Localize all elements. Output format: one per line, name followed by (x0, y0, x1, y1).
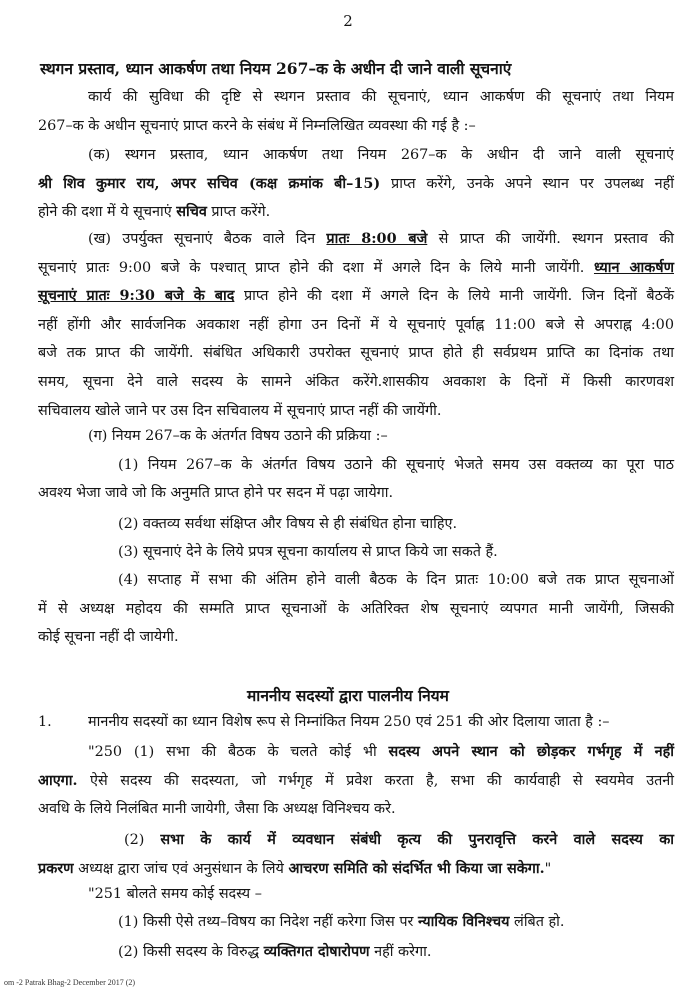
morning-time-8: प्रातः 8:00 बजे (326, 230, 428, 247)
clause-ga (38, 422, 674, 508)
clause-ka (38, 141, 674, 227)
rule-250-line: आएगा. ऐसे सदस्य की सदस्यता, जो गर्भगृह में प्रवेश करता है, सभा की कार्यवाही से स्वयमेव उतनी (38, 771, 674, 789)
procedure-point-4: (4) सप्ताह में सभा की अंतिम होने वाली बैठक के दिन प्रातः 10:00 बजे तक प्राप्त सूचनाओं (118, 572, 674, 588)
clause-kha-line: नहीं होंगी और सार्वजनिक अवकाश नहीं होगा उन दिनों में ये सूचनाएं पूर्वाह्न 11:00 बजे से अपराह्न 4:00 (38, 316, 674, 333)
clause-kha-line: बजे तक प्राप्त की जायेंगी. संबंधित अधिकारी उपरोक्त सूचनाएं प्राप्त होते ही सर्वप्रथम प्राप्ति का दिनांक तथा (38, 345, 674, 362)
clause-kha-line: सचिवालय खोले जाने पर उस दिन सचिवालय में सूचनाएं प्राप्त नहीं की जायेंगी. (38, 402, 442, 419)
rule-251-heading: "251 बोलते समय कोई सदस्य – (88, 886, 262, 902)
rules-intro (38, 708, 674, 737)
intro-line: कार्य की सुविधा की दृष्टि से स्थगन प्रस्ताव की सूचनाएं, ध्यान आकर्षण की सूचनाएं तथा नियम (88, 89, 674, 105)
rule-250-1 (38, 738, 674, 824)
clause-kha-line: (ख) उपर्युक्त सूचनाएं बैठक वाले दिन प्रातः 8:00 बजे से प्राप्त की जायेंगी. स्थगन प्रस्ताव की (88, 230, 675, 247)
well-of-house-warning: सदस्य अपने स्थान को छोड़कर गर्भगृह में नहीं (388, 743, 674, 760)
attention-time-930: सूचनाएं प्रातः 9:30 बजे के बाद (38, 287, 235, 305)
rule-251-point-1: (1) किसी ऐसे तथ्य–विषय का निदेश नहीं करेगा जिस पर न्यायिक विनिश्चय लंबित हो. (118, 913, 565, 930)
attention-label: ध्यान आकर्षण (593, 258, 675, 276)
intro-paragraph (38, 83, 674, 140)
clause-kha-line: समय, सूचना देने वाले सदस्य के सामने अंकित करेंगे.शासकीय अवकाश के दिनों में किसी कारणवश (38, 373, 674, 390)
procedure-point-2: (2) वक्तव्य सर्वथा संक्षिप्त और विषय से ही संबंधित होना चाहिए. (118, 516, 458, 532)
rule-251-point-2: (2) किसी सदस्य के विरुद्ध व्यक्तिगत दोषारोपण नहीं करेगा. (118, 943, 432, 960)
clause-ka-line: श्री शिव कुमार राय, अपर सचिव (कक्ष क्रमांक बी–15) प्राप्त करेंगे, उनके अपने स्थान पर उपलब्ध नहीं (38, 174, 674, 192)
clause-ka-line: होने की दशा में ये सूचनाएं सचिव प्राप्त करेंगे. (38, 203, 271, 221)
item-number: 1. (38, 714, 52, 730)
clause-kha (38, 225, 674, 425)
clause-ka-line: (क) स्थगन प्रस्ताव, ध्यान आकर्षण तथा नियम 267–क के अधीन दी जाने वाली सूचनाएं (88, 147, 674, 163)
rule-250-2-line: (2) सभा के कार्य में व्यवधान संबंधी कृत्य की पुनरावृत्ति करने वाले सदस्य का (124, 831, 674, 848)
clause-kha-line: सूचनाएं प्रातः 9:30 बजे के बाद प्राप्त होने की दशा में अगले दिन के लिये मानी जायेंगी. जिन दिनों बैठकें (38, 287, 675, 305)
page-footer: om -2 Patrak Bhag-2 December 2017 (2) (4, 978, 136, 987)
intro-line: 267–क के अधीन सूचनाएं प्राप्त करने के संबंध में निम्नलिखित व्यवस्था की गई है :– (38, 117, 476, 134)
rule-251-points (38, 908, 674, 937)
procedure-point-3: (3) सूचनाएं देने के लिये प्रपत्र सूचना कार्यालय से प्राप्त किये जा सकते हैं. (118, 544, 498, 560)
rule-250-line: अवधि के लिये निलंबित मानी जायेगी, जैसा कि अध्यक्ष विनिश्चय करे. (38, 801, 396, 818)
rules-intro-text: माननीय सदस्यों का ध्यान विशेष रूप से निम्नांकित नियम 250 एवं 251 की ओर दिलाया जाता है :– (88, 714, 610, 730)
notice-title: स्थगन प्रस्ताव, ध्यान आकर्षण तथा नियम 267–क के अधीन दी जाने वाली सूचनाएं (40, 59, 512, 78)
secretary-label: सचिव (176, 203, 207, 221)
rule-250-2-line: प्रकरण अध्यक्ष द्वारा जांच एवं अनुसंधान के लिये आचरण समिति को संदर्भित भी किया जा सकेगा." (38, 859, 552, 877)
procedure-point-1: अवश्य भेजा जावे जो कि अनुमति प्राप्त होने पर सदन में पढ़ा जायेगा. (38, 485, 394, 502)
clause-kha-line: सूचनाएं प्रातः 9:00 बजे के पश्चात् प्राप्त होने की दशा में अगले दिन के लिये मानी जायेंगी. ध्यान आकर्षण (38, 258, 675, 276)
rule-251 (38, 880, 674, 909)
clause-ga-heading: (ग) नियम 267–क के अंतर्गत विषय उठाने की प्रक्रिया :– (88, 428, 388, 444)
rule-251-points (38, 938, 674, 967)
page-number: 2 (343, 12, 353, 30)
procedure-point-1: (1) नियम 267–क के अंतर्गत विषय उठाने की सूचनाएं भेजते समय उस वक्तव्य का पूरा पाठ (118, 456, 674, 473)
procedure-point-4: कोई सूचना नहीं दी जायेगी. (38, 629, 179, 646)
rule-250-line: "250 (1) सभा की बैठक के चलते कोई भी सदस्य अपने स्थान को छोड़कर गर्भगृह में नहीं (88, 743, 674, 760)
rule-250-2 (38, 826, 674, 883)
clause-ga-points (38, 538, 674, 567)
procedure-point-4: में से अध्यक्ष महोदय की सम्मति प्राप्त सूचनाओं के अतिरिक्त शेष सूचनाएं व्यपगत मानी जायेंगी, जिसकी (38, 600, 674, 617)
officer-name: श्री शिव कुमार राय, अपर सचिव (कक्ष क्रमांक बी–15) (38, 174, 381, 192)
clause-ga-points (38, 510, 674, 539)
clause-ga-points (38, 566, 674, 652)
rules-section-title: माननीय सदस्यों द्वारा पालनीय नियम (247, 686, 449, 705)
ethics-committee-ref: आचरण समिति को संदर्भित भी किया जा सकेगा. (288, 859, 545, 877)
